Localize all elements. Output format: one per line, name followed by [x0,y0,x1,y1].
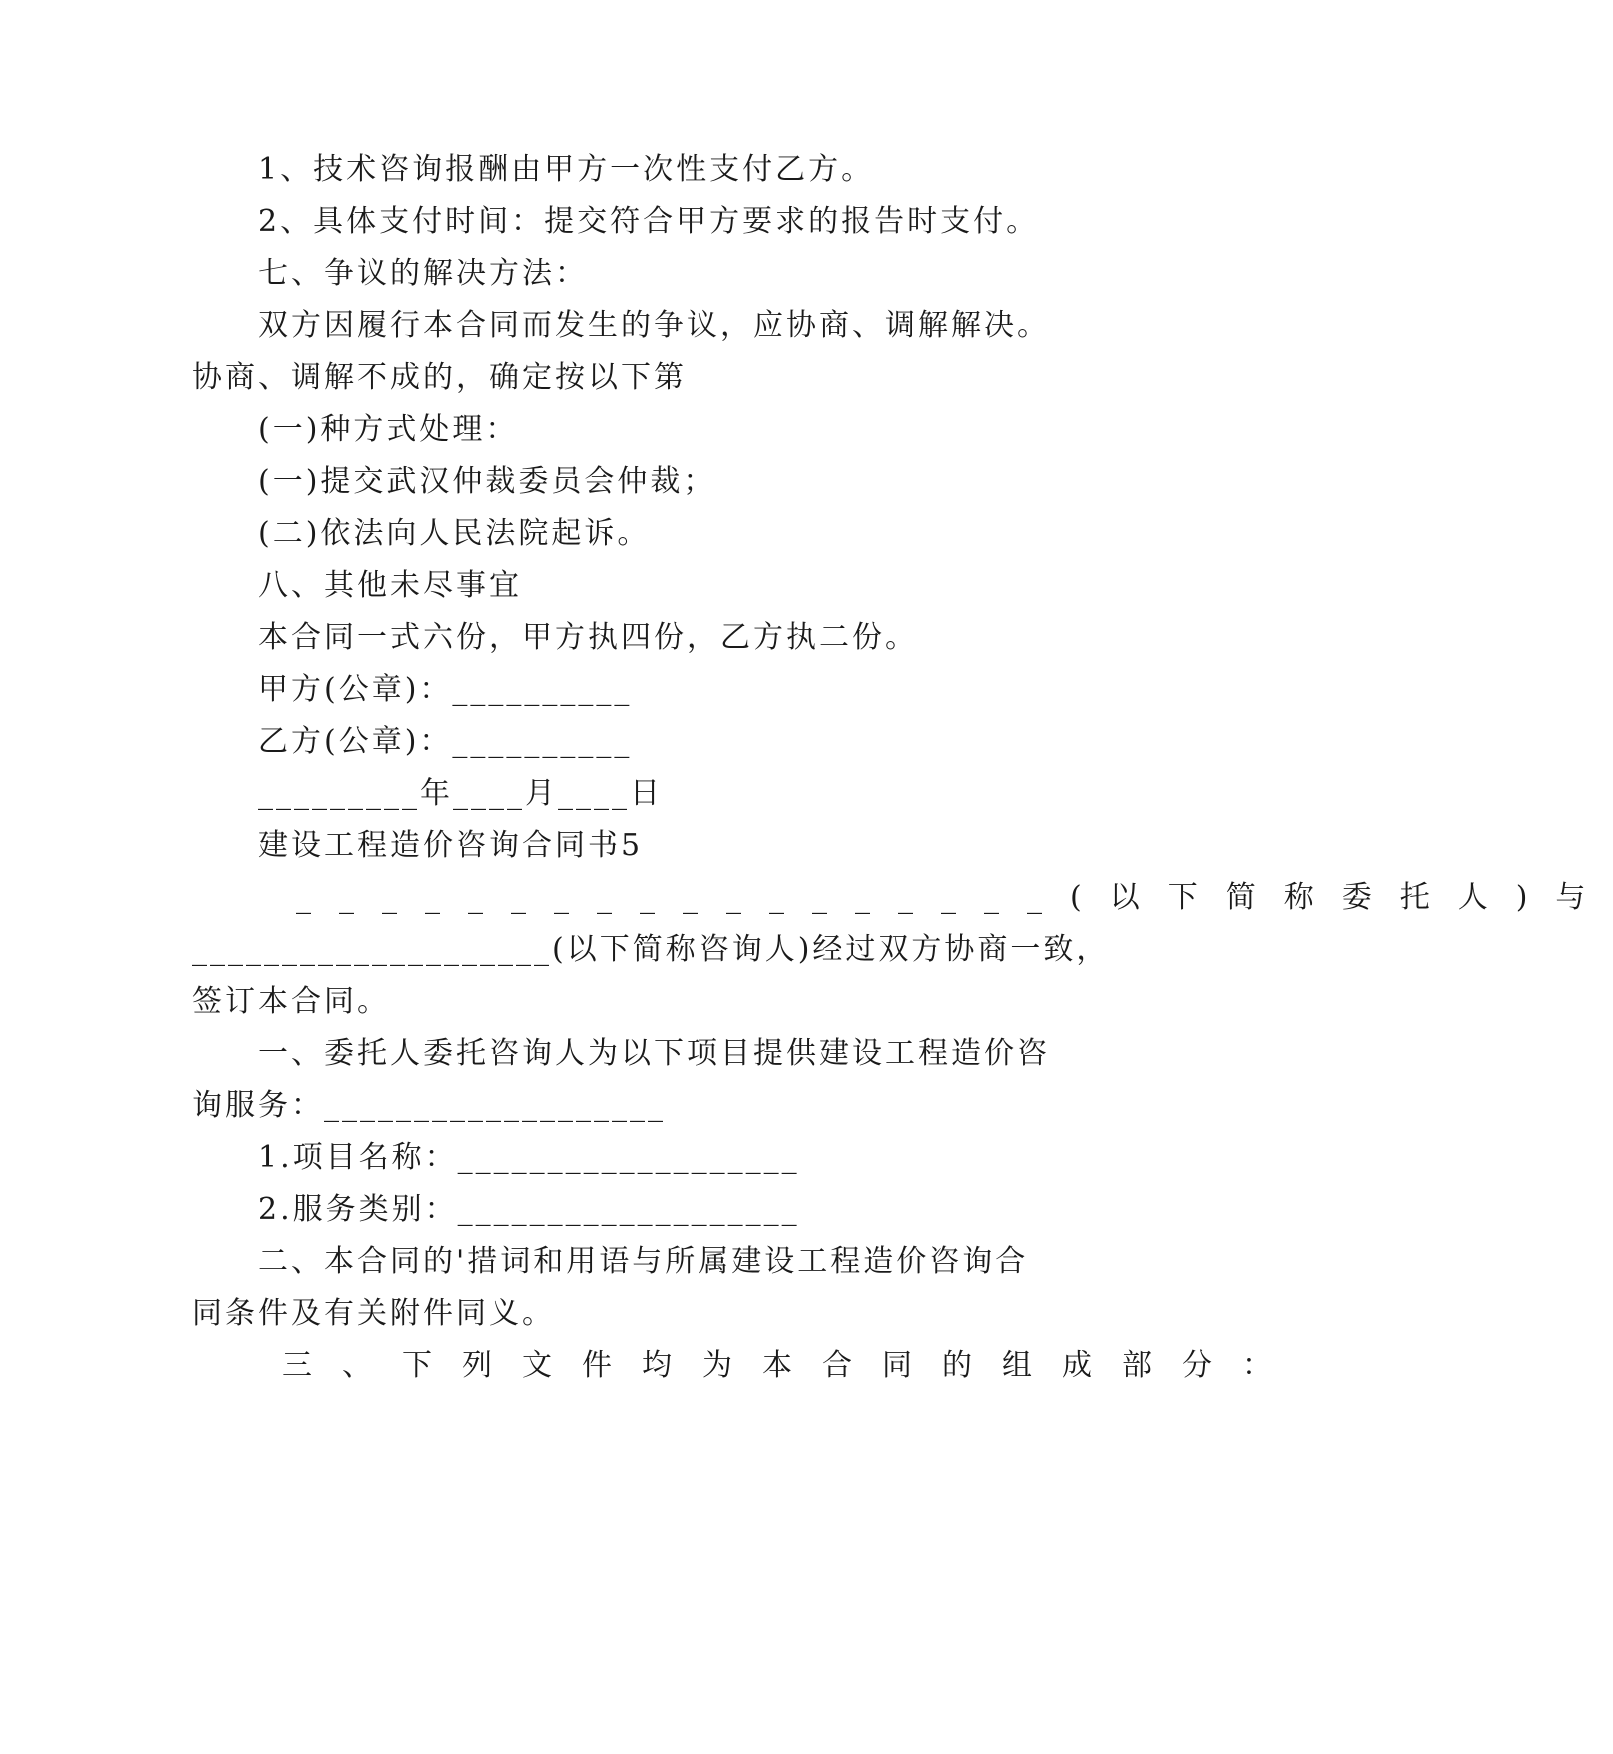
text-line: 二、本合同的'措词和用语与所属建设工程造价咨询合 [258,1244,1029,1279]
text-line: 1、技术咨询报酬由甲方一次性支付乙方。 [258,152,875,187]
text-line: 2、具体支付时间：提交符合甲方要求的报告时支付。 [258,204,1040,239]
contract-title: 建设工程造价咨询合同书5 [258,828,644,863]
service-type-line: 2.服务类别：___________________ [258,1192,800,1227]
section-heading: 七、争议的解决方法： [258,256,588,291]
text-line: 同条件及有关附件同义。 [192,1296,555,1331]
text-line: 双方因履行本合同而发生的争议，应协商、调解解决。 [258,308,1050,343]
text-line: 协商、调解不成的，确定按以下第 [192,360,687,395]
text-line: 本合同一式六份，甲方执四份，乙方执二份。 [258,620,918,655]
text-line: __________________(以下简称委托人)与 [296,880,1613,915]
text-line: (二)依法向人民法院起诉。 [258,516,651,551]
text-line: 签订本合同。 [192,984,390,1019]
text-line: 一、委托人委托咨询人为以下项目提供建设工程造价咨 [258,1036,1050,1071]
project-name-line: 1.项目名称：___________________ [258,1140,800,1175]
text-line: 询服务：___________________ [192,1088,666,1123]
text-line: (一)种方式处理： [258,412,519,447]
date-line: _________年____月____日 [258,776,663,811]
party-a-seal-line: 甲方(公章)：__________ [258,672,633,707]
section-heading: 三、下列文件均为本合同的组成部分： [282,1348,1302,1383]
text-line: ____________________(以下简称咨询人)经过双方协商一致， [192,932,1110,967]
section-heading: 八、其他未尽事宜 [258,568,522,603]
party-b-seal-line: 乙方(公章)：__________ [258,724,633,759]
text-line: (一)提交武汉仲裁委员会仲裁； [258,464,717,499]
